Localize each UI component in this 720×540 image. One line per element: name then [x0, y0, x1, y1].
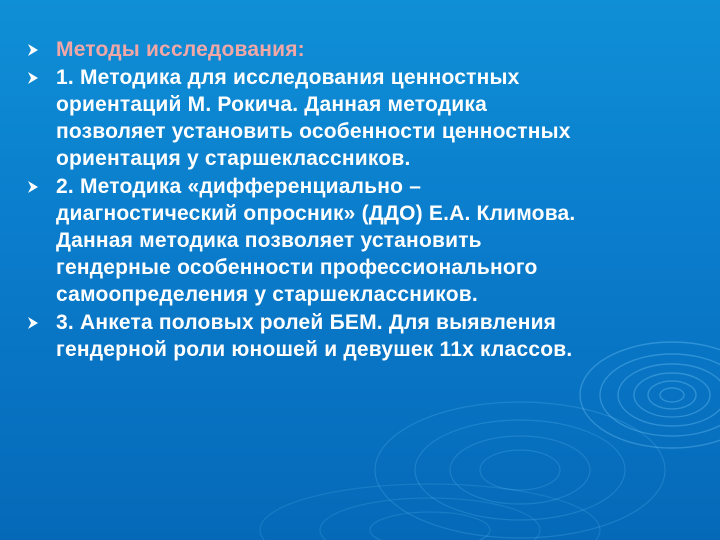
bullet-text: 3. Анкета половых ролей БЕМ. Для выявления гендерной роли юношей и девушек 11х классов. [56, 311, 573, 361]
bullet-method-rokeach [26, 64, 586, 172]
arrow-bullet-icon [26, 71, 40, 85]
bullet-list [26, 36, 586, 364]
bullet-text: 1. Методика для исследования ценностных ориентаций М. Рокича. Данная методика позволяет установить особенности ценностных ориентация у старшеклассников. [56, 66, 571, 170]
bullet-heading-methods [26, 36, 586, 63]
bullet-text: Методы исследования: [56, 38, 305, 61]
bullet-method-bem [26, 309, 586, 363]
bullet-text: 2. Методика «дифференциально – диагностический опросник» (ДДО) Е.А. Климова. Данная методика позволяет установить гендерные особенности профессионального самоопределения у старшеклассников. [56, 175, 576, 306]
arrow-bullet-icon [26, 43, 40, 57]
bullet-method-ddo [26, 173, 586, 308]
arrow-bullet-icon [26, 180, 40, 194]
arrow-bullet-icon [26, 316, 40, 330]
